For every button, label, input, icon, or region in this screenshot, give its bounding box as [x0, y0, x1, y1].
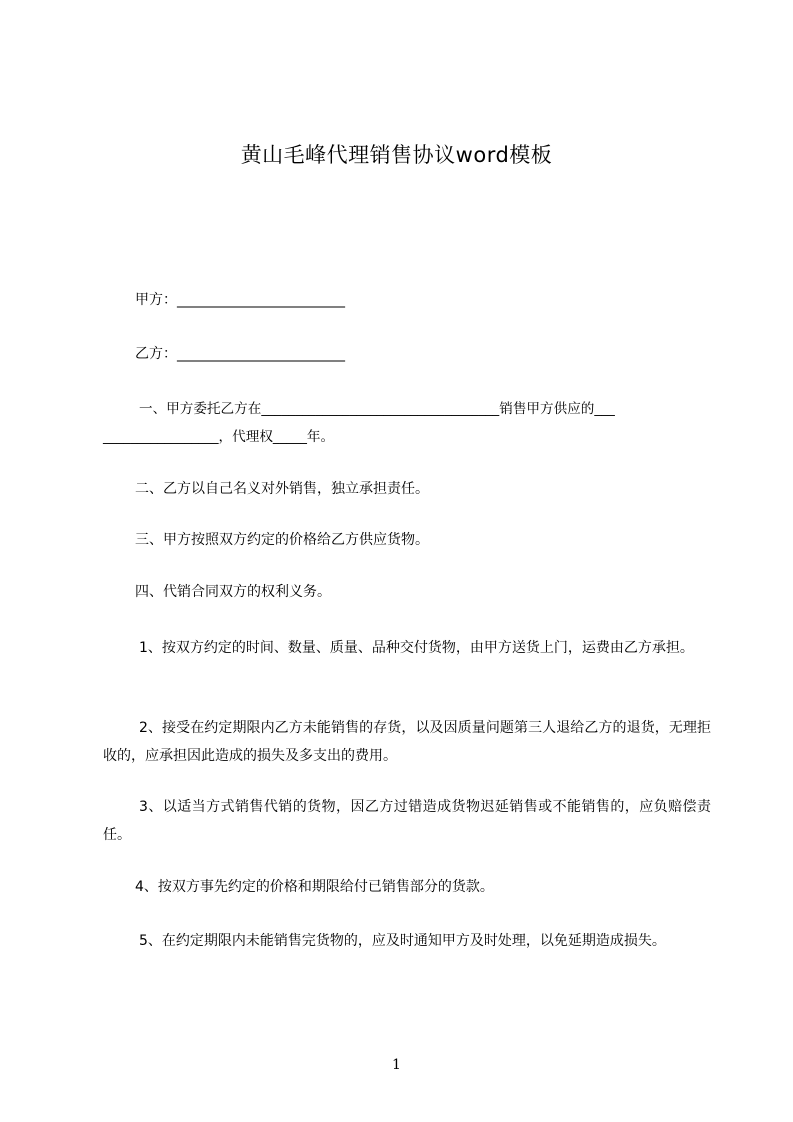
page-number: 1: [392, 1057, 401, 1073]
obligation-item-2: 2、接受在约定期限内乙方未能销售的存货，以及因质量问题第三人退给乙方的退货，无理拒收的，应承担因此造成的损失及多支出的费用。: [103, 720, 711, 764]
obligation-item-5: 5、在约定期限内未能销售完货物的，应及时通知甲方及时处理，以免延期造成损失。: [139, 933, 666, 949]
clause-4: 四、代销合同双方的权利义务。: [135, 584, 331, 600]
party-b-line: 乙方：________________________: [135, 346, 345, 362]
obligation-item-4: 4、按双方事先约定的价格和期限给付已销售部分的货款。: [135, 879, 494, 895]
clause-2: 二、乙方以自己名义对外销售，独立承担责任。: [135, 481, 429, 497]
party-a-line: 甲方：________________________: [135, 292, 345, 308]
obligation-item-1: 1、按双方约定的时间、数量、质量、品种交付货物，由甲方送货上门，运费由乙方承担。: [139, 640, 694, 656]
clause-1: 一、甲方委托乙方在___________________________________销售甲方供应的___ _________________，代理权_____年。: [103, 401, 615, 445]
obligation-item-3: 3、以适当方式销售代销的货物，因乙方过错造成货物迟延销售或不能销售的，应负赔偿责任。: [103, 799, 711, 843]
document-title: 黄山毛峰代理销售协议word模板: [240, 143, 553, 167]
clause-3: 三、甲方按照双方约定的价格给乙方供应货物。: [135, 532, 429, 548]
